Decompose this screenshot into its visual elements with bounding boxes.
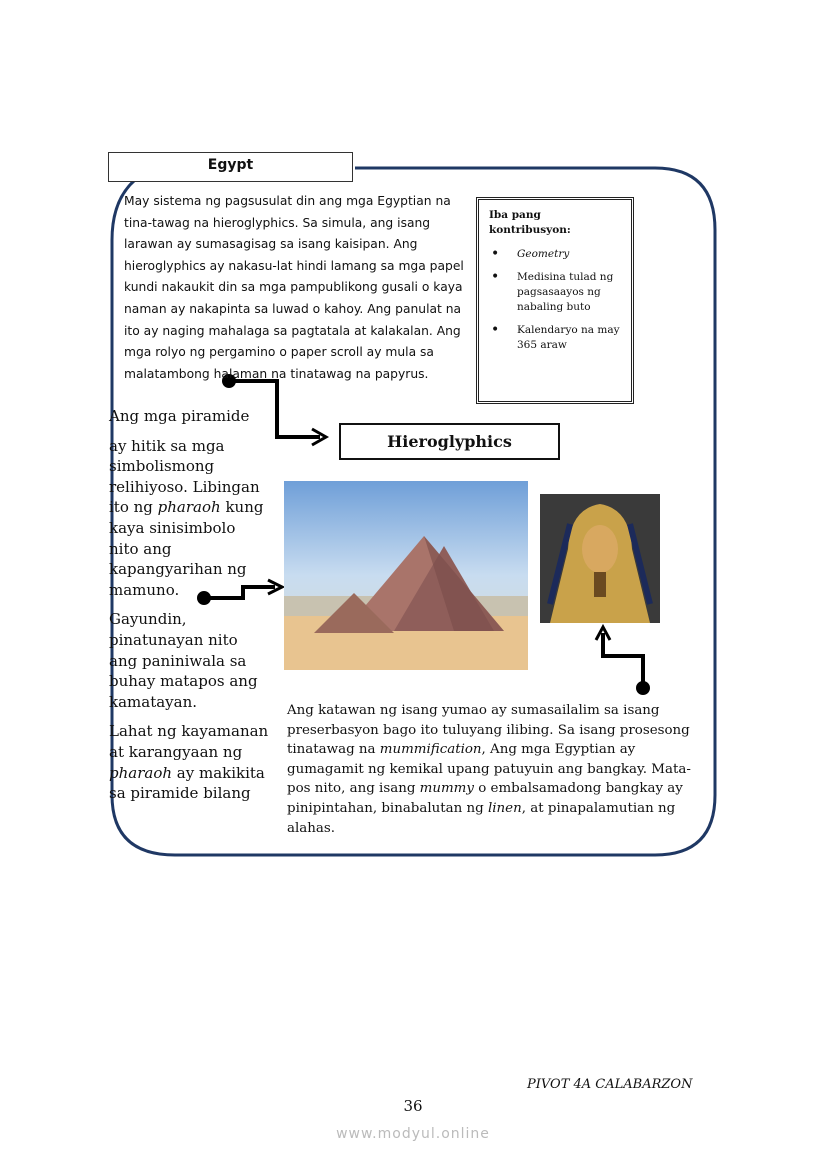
tutankhamun-mask-image	[540, 494, 660, 623]
contributions-box	[476, 197, 634, 404]
mummification-paragraph: Ang katawan ng isang yumao ay sumasailalim sa isang preserbasyon bago ito tuluyang ilibing. Sa isang prosesong tinatawag na mummification, Ang mga Egyptian ay gumagamit ng kemikal upang patuyuin ang bangkay. Mata-pos nito, ang isang mummy o embalsamadong bangkay ay pinipintahan, binabalutan ng linen, at pinapalamutian ng alahas.	[287, 703, 691, 836]
arrow-to-mask	[596, 627, 648, 693]
paragraph: Gayundin, pinatunayan nito ang paniniwala sa buhay matapos ang kamatayan.	[109, 610, 258, 711]
page-number: 36	[403, 1097, 423, 1115]
contribution-item: • Geometry	[489, 247, 621, 262]
hieroglyphics-label: Hieroglyphics	[339, 423, 560, 460]
intro-paragraph: May sistema ng pagsusulat din ang mga Egyptian na tina-tawag na hieroglyphics. Sa simula, ang isang larawan ay sumasagisag sa isang kaisipan. Ang hieroglyphics ay nakasu-lat hindi lamang sa mga papel kundi nakaukit din sa mga pampublikong gusali o kaya naman ay nakapinta sa luwad o kahoy. Ang panulat na ito ay naging mahalaga sa pagtatala at kalakalan. Ang mga rolyo ng pergamino o paper scroll ay mula sa malatambong halaman na tinatawag na papyrus.	[124, 194, 464, 381]
contribution-item: • Kalendaryo na may 365 araw	[489, 323, 621, 353]
watermark: www.modyul.online	[336, 1126, 490, 1142]
section-title: Egypt	[108, 152, 353, 182]
pyramids-image	[284, 481, 528, 670]
pyramid-text	[109, 406, 269, 813]
paragraph: ay hitik sa mga simbolismong relihiyoso. Libingan ito ng pharaoh kung kaya sinisimbolo nito ang kapangyarihan ng mamuno.	[109, 436, 264, 599]
paragraph: Lahat ng kayamanan at karangyaan ng pharaoh ay makikita sa piramide bilang	[109, 722, 269, 803]
paragraph: Ang mga piramide	[109, 407, 250, 425]
contributions-heading: Iba pang kontribusyon:	[489, 209, 571, 236]
contribution-item: • Medisina tulad ng pagsasaayos ng nabaling buto	[489, 270, 621, 315]
footer-label: PIVOT 4A CALABARZON	[527, 1077, 693, 1092]
